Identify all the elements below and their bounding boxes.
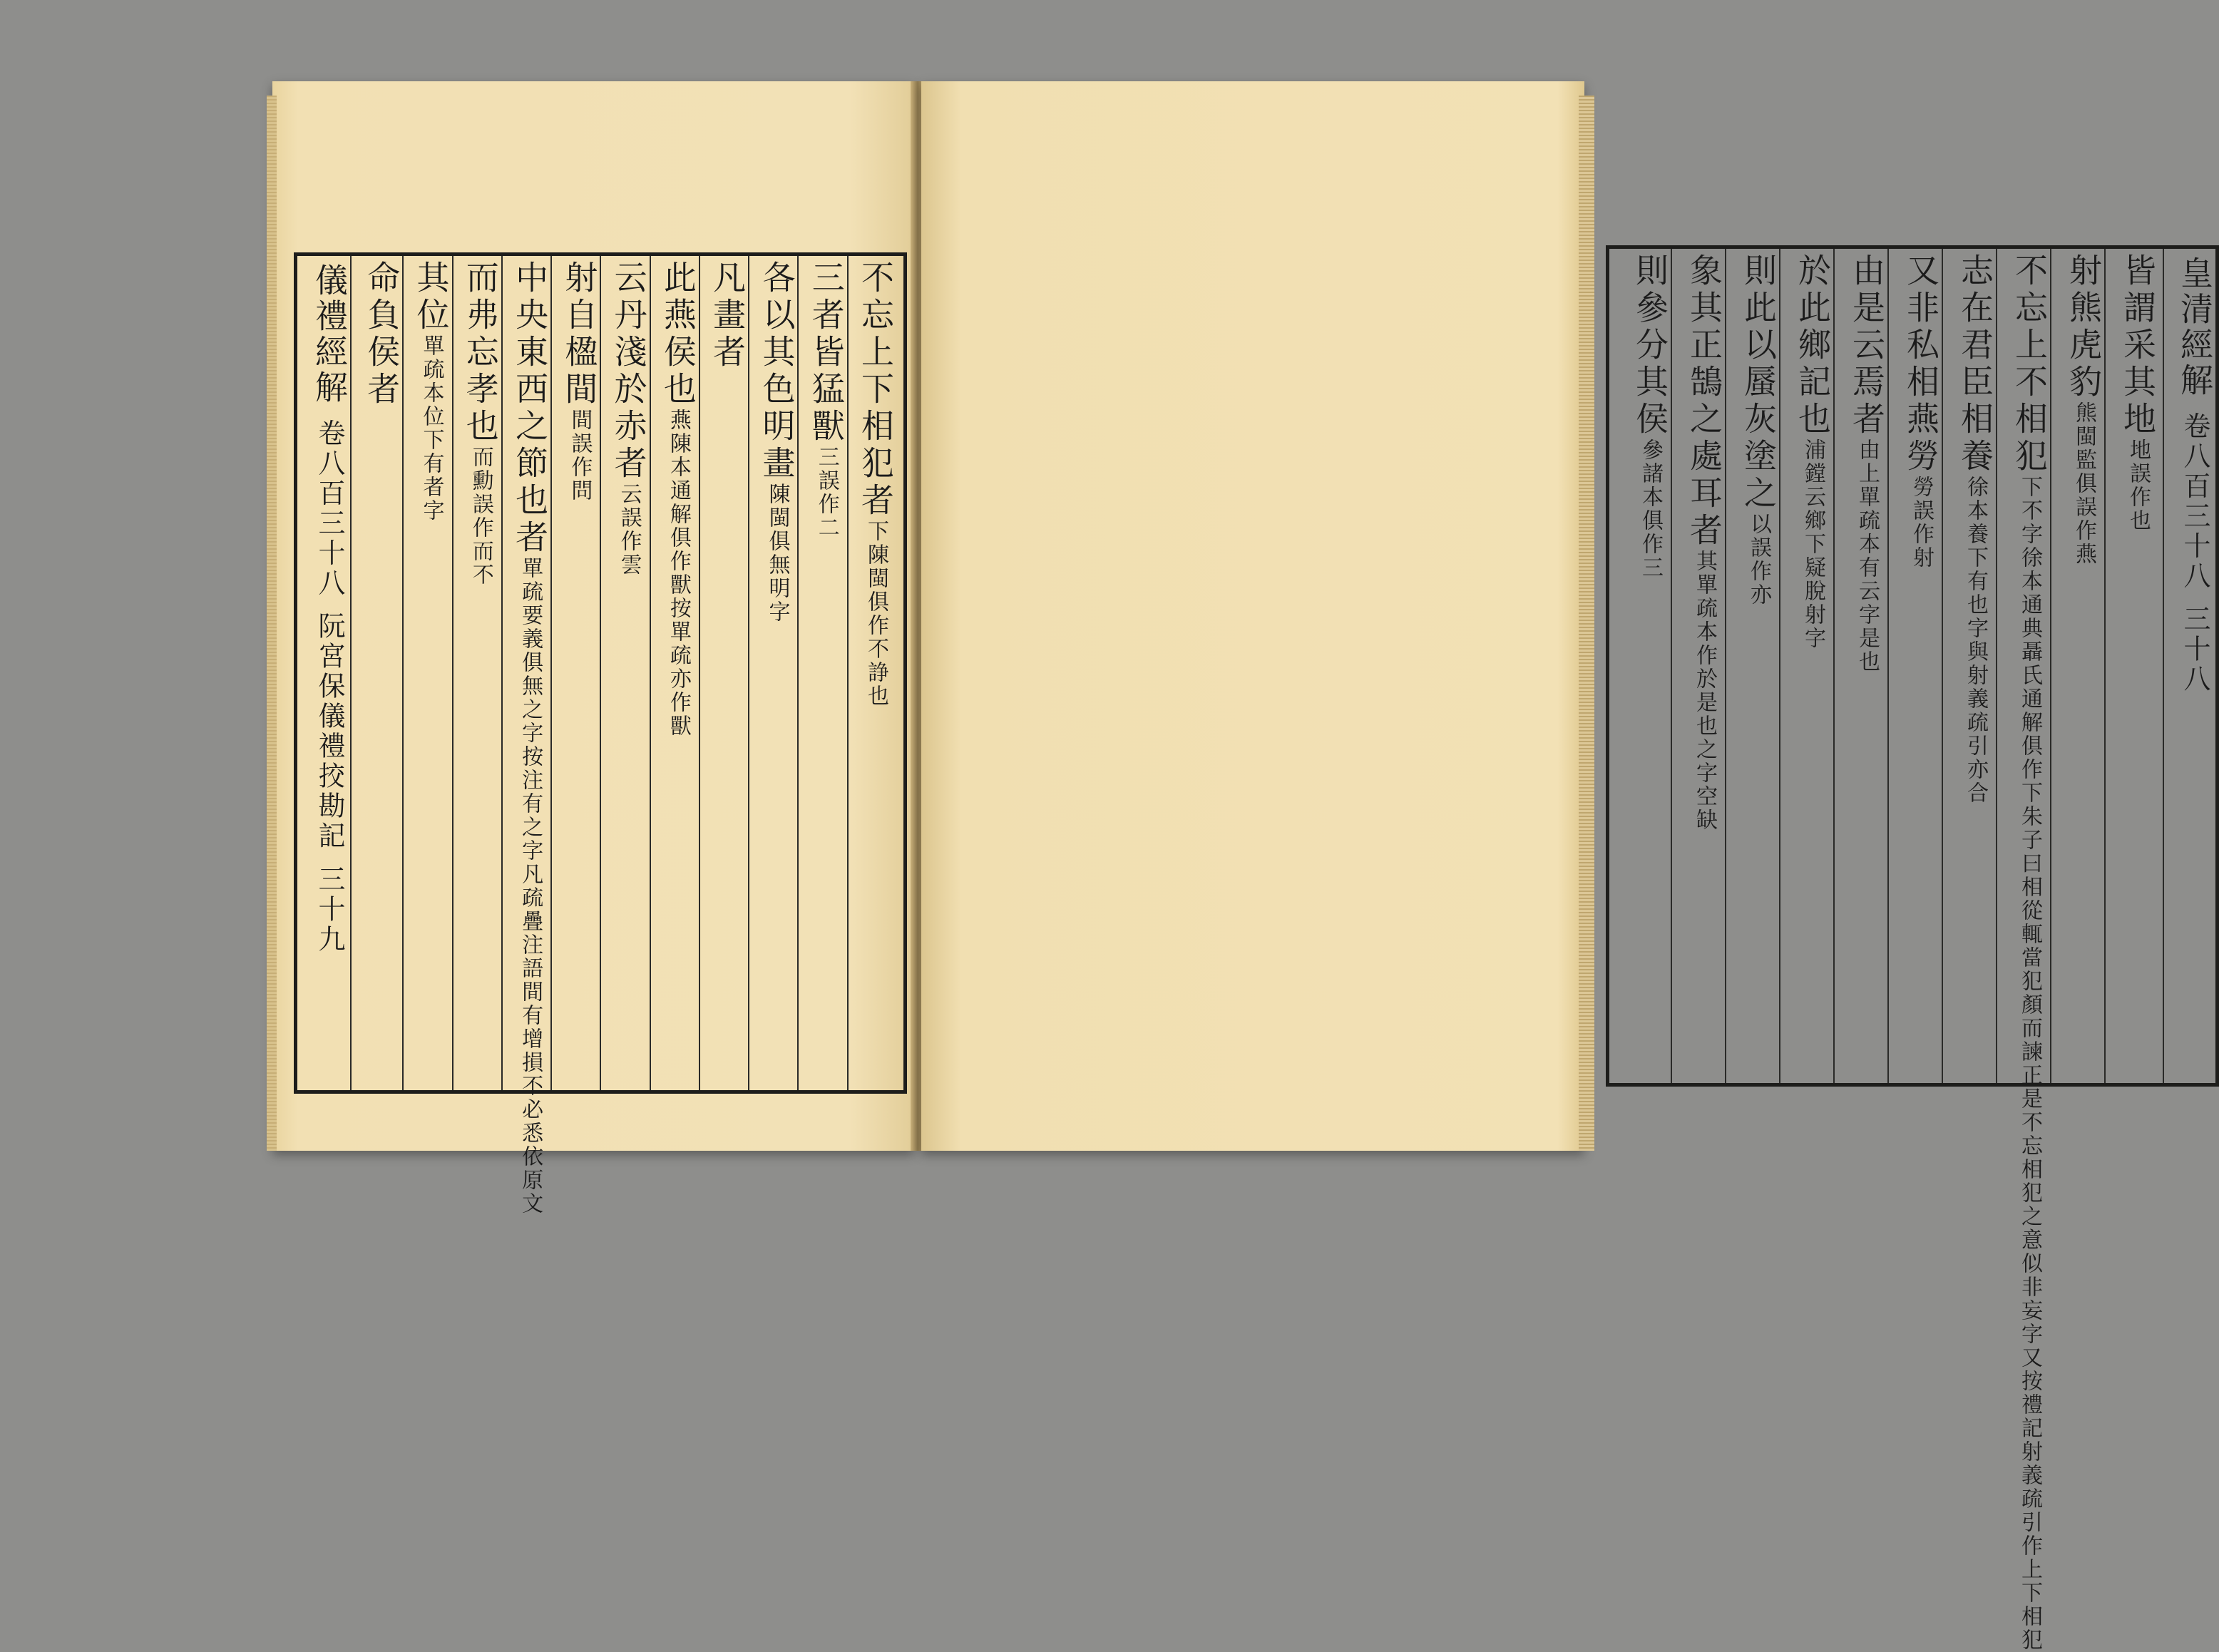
text-column: [1839, 253, 1886, 1079]
column-rule: [699, 256, 700, 1090]
column-rule: [2050, 249, 2051, 1083]
column-note: 熊閩監俱誤作燕: [2071, 401, 2096, 566]
left-book-title: 儀禮經解: [310, 263, 349, 406]
text-column: [359, 260, 401, 1086]
text-column: [507, 260, 550, 1216]
column-note: 由上單疏本有云字是也: [1855, 438, 1880, 674]
text-column: [1676, 253, 1721, 1079]
column-note: 下陳閩俱作不諍也: [863, 520, 888, 708]
column-main-text: 其位: [411, 260, 451, 334]
right-page-edge: [1579, 96, 1594, 1151]
text-column: [2002, 253, 2049, 1652]
text-column: [853, 260, 895, 1086]
column-note: 單疏本位下有者字: [419, 334, 444, 523]
column-main-text: 則此以蜃灰塗之: [1739, 253, 1778, 513]
text-column: [803, 260, 846, 1086]
text-column: [754, 260, 796, 1086]
column-main-text: 志在君臣相養: [1956, 253, 1994, 476]
column-note: 間誤作問: [567, 409, 593, 503]
column-rule: [1942, 249, 1943, 1083]
column-main-text: 中央東西之節也者: [511, 260, 550, 557]
text-column: [556, 260, 599, 1086]
text-column: [1785, 253, 1832, 1079]
text-column: [2110, 253, 2157, 1079]
text-column: [458, 260, 500, 1086]
left-fishtail: [299, 256, 352, 1090]
column-rule: [1671, 249, 1672, 1083]
right-folio: 三十八: [2179, 605, 2210, 695]
column-main-text: 則參分其侯: [1631, 253, 1669, 438]
column-note: 單疏要義俱無之字按注有之字凡疏疊注語間有增損不必悉依原文: [518, 557, 543, 1216]
text-column: [408, 260, 451, 1086]
right-fishtail-text: [2171, 256, 2218, 694]
left-collator: 阮宮保儀禮挍勘記: [314, 612, 345, 852]
column-main-text: 凡畫者: [708, 260, 747, 371]
left-page-frame: [294, 252, 907, 1216]
column-note: 燕陳本通解俱作獸按單疏亦作獸: [665, 409, 691, 738]
right-book-title: 皇清經解: [2176, 256, 2214, 399]
column-rule: [797, 256, 799, 1090]
column-rule: [650, 256, 651, 1090]
column-rule: [1779, 249, 1780, 1083]
left-fishtail-text: [306, 263, 353, 955]
column-rule: [1833, 249, 1835, 1083]
column-main-text: 不忘上不相犯: [2010, 253, 2049, 476]
column-note: 徐本養下有也字與射義疏引亦合: [1963, 476, 1988, 805]
column-rule: [1725, 249, 1726, 1083]
column-rule: [1887, 249, 1889, 1083]
column-note: 云誤作雲: [616, 483, 642, 577]
column-main-text: 云丹淺於赤者: [609, 260, 648, 483]
column-note: 勞誤作射: [1909, 476, 1934, 570]
right-page: [921, 81, 2214, 1652]
column-note: 其單疏本作於是也之字空缺: [1692, 550, 1717, 832]
left-page-edge: [267, 96, 277, 1151]
column-note: 浦鏜云鄉下疑脫射字: [1800, 438, 1825, 650]
column-main-text: 於此鄉記也: [1793, 253, 1832, 438]
column-main-text: 象其正鵠之處耳者: [1685, 253, 1723, 550]
column-note: 陳閩俱無明字: [764, 483, 790, 624]
column-main-text: 射熊虎豹: [2064, 253, 2103, 401]
column-note: 下不字徐本通典聶氏通解俱作下朱子曰相從輒當犯顏而諫正是不忘相犯之意似非妄字又按禮記射義疏引作上下相犯: [2017, 476, 2042, 1652]
text-column: [1947, 253, 1992, 1079]
left-volume: 卷八百三十八: [314, 419, 345, 599]
column-main-text: 皆謂采其地: [2118, 253, 2157, 438]
column-note: 而勳誤作而不: [468, 446, 493, 587]
column-note: 地誤作也: [2126, 438, 2151, 533]
column-rule: [501, 256, 503, 1090]
text-column: [655, 260, 695, 1086]
column-note: 以誤作亦: [1746, 513, 1771, 607]
column-main-text: 各以其色明畫: [757, 260, 796, 483]
left-folio: 三十九: [314, 864, 345, 955]
text-column: [1622, 253, 1669, 1079]
column-main-text: 三者皆猛獸: [806, 260, 846, 446]
column-main-text: 命負侯者: [362, 260, 401, 409]
column-rule: [402, 256, 404, 1090]
column-rule: [550, 256, 552, 1090]
column-note: 參諸本俱作三: [1638, 438, 1663, 580]
column-rule: [2104, 249, 2106, 1083]
text-column: [1893, 253, 1940, 1079]
column-rule: [748, 256, 749, 1090]
column-main-text: 又非私相燕勞: [1902, 253, 1940, 476]
left-page: [272, 81, 914, 1216]
column-main-text: 不忘上下相犯者: [856, 260, 895, 520]
text-column: [2056, 253, 2103, 1079]
column-rule: [847, 256, 849, 1090]
open-book: [272, 74, 2214, 1652]
text-column: [605, 260, 648, 1086]
right-page-frame: [1606, 245, 2219, 1652]
text-column: [704, 260, 747, 1086]
column-main-text: 此燕侯也: [658, 260, 697, 409]
text-column: [1731, 253, 1778, 1079]
column-main-text: 而弗忘孝也: [461, 260, 500, 446]
right-volume: 卷八百三十八: [2179, 411, 2210, 592]
column-rule: [600, 256, 601, 1090]
column-rule: [1996, 249, 1997, 1083]
column-main-text: 射自楹間: [560, 260, 599, 409]
column-main-text: 由是云焉者: [1848, 253, 1886, 438]
right-fishtail: [2163, 249, 2215, 1083]
column-rule: [452, 256, 453, 1090]
column-note: 三誤作二: [814, 446, 839, 540]
